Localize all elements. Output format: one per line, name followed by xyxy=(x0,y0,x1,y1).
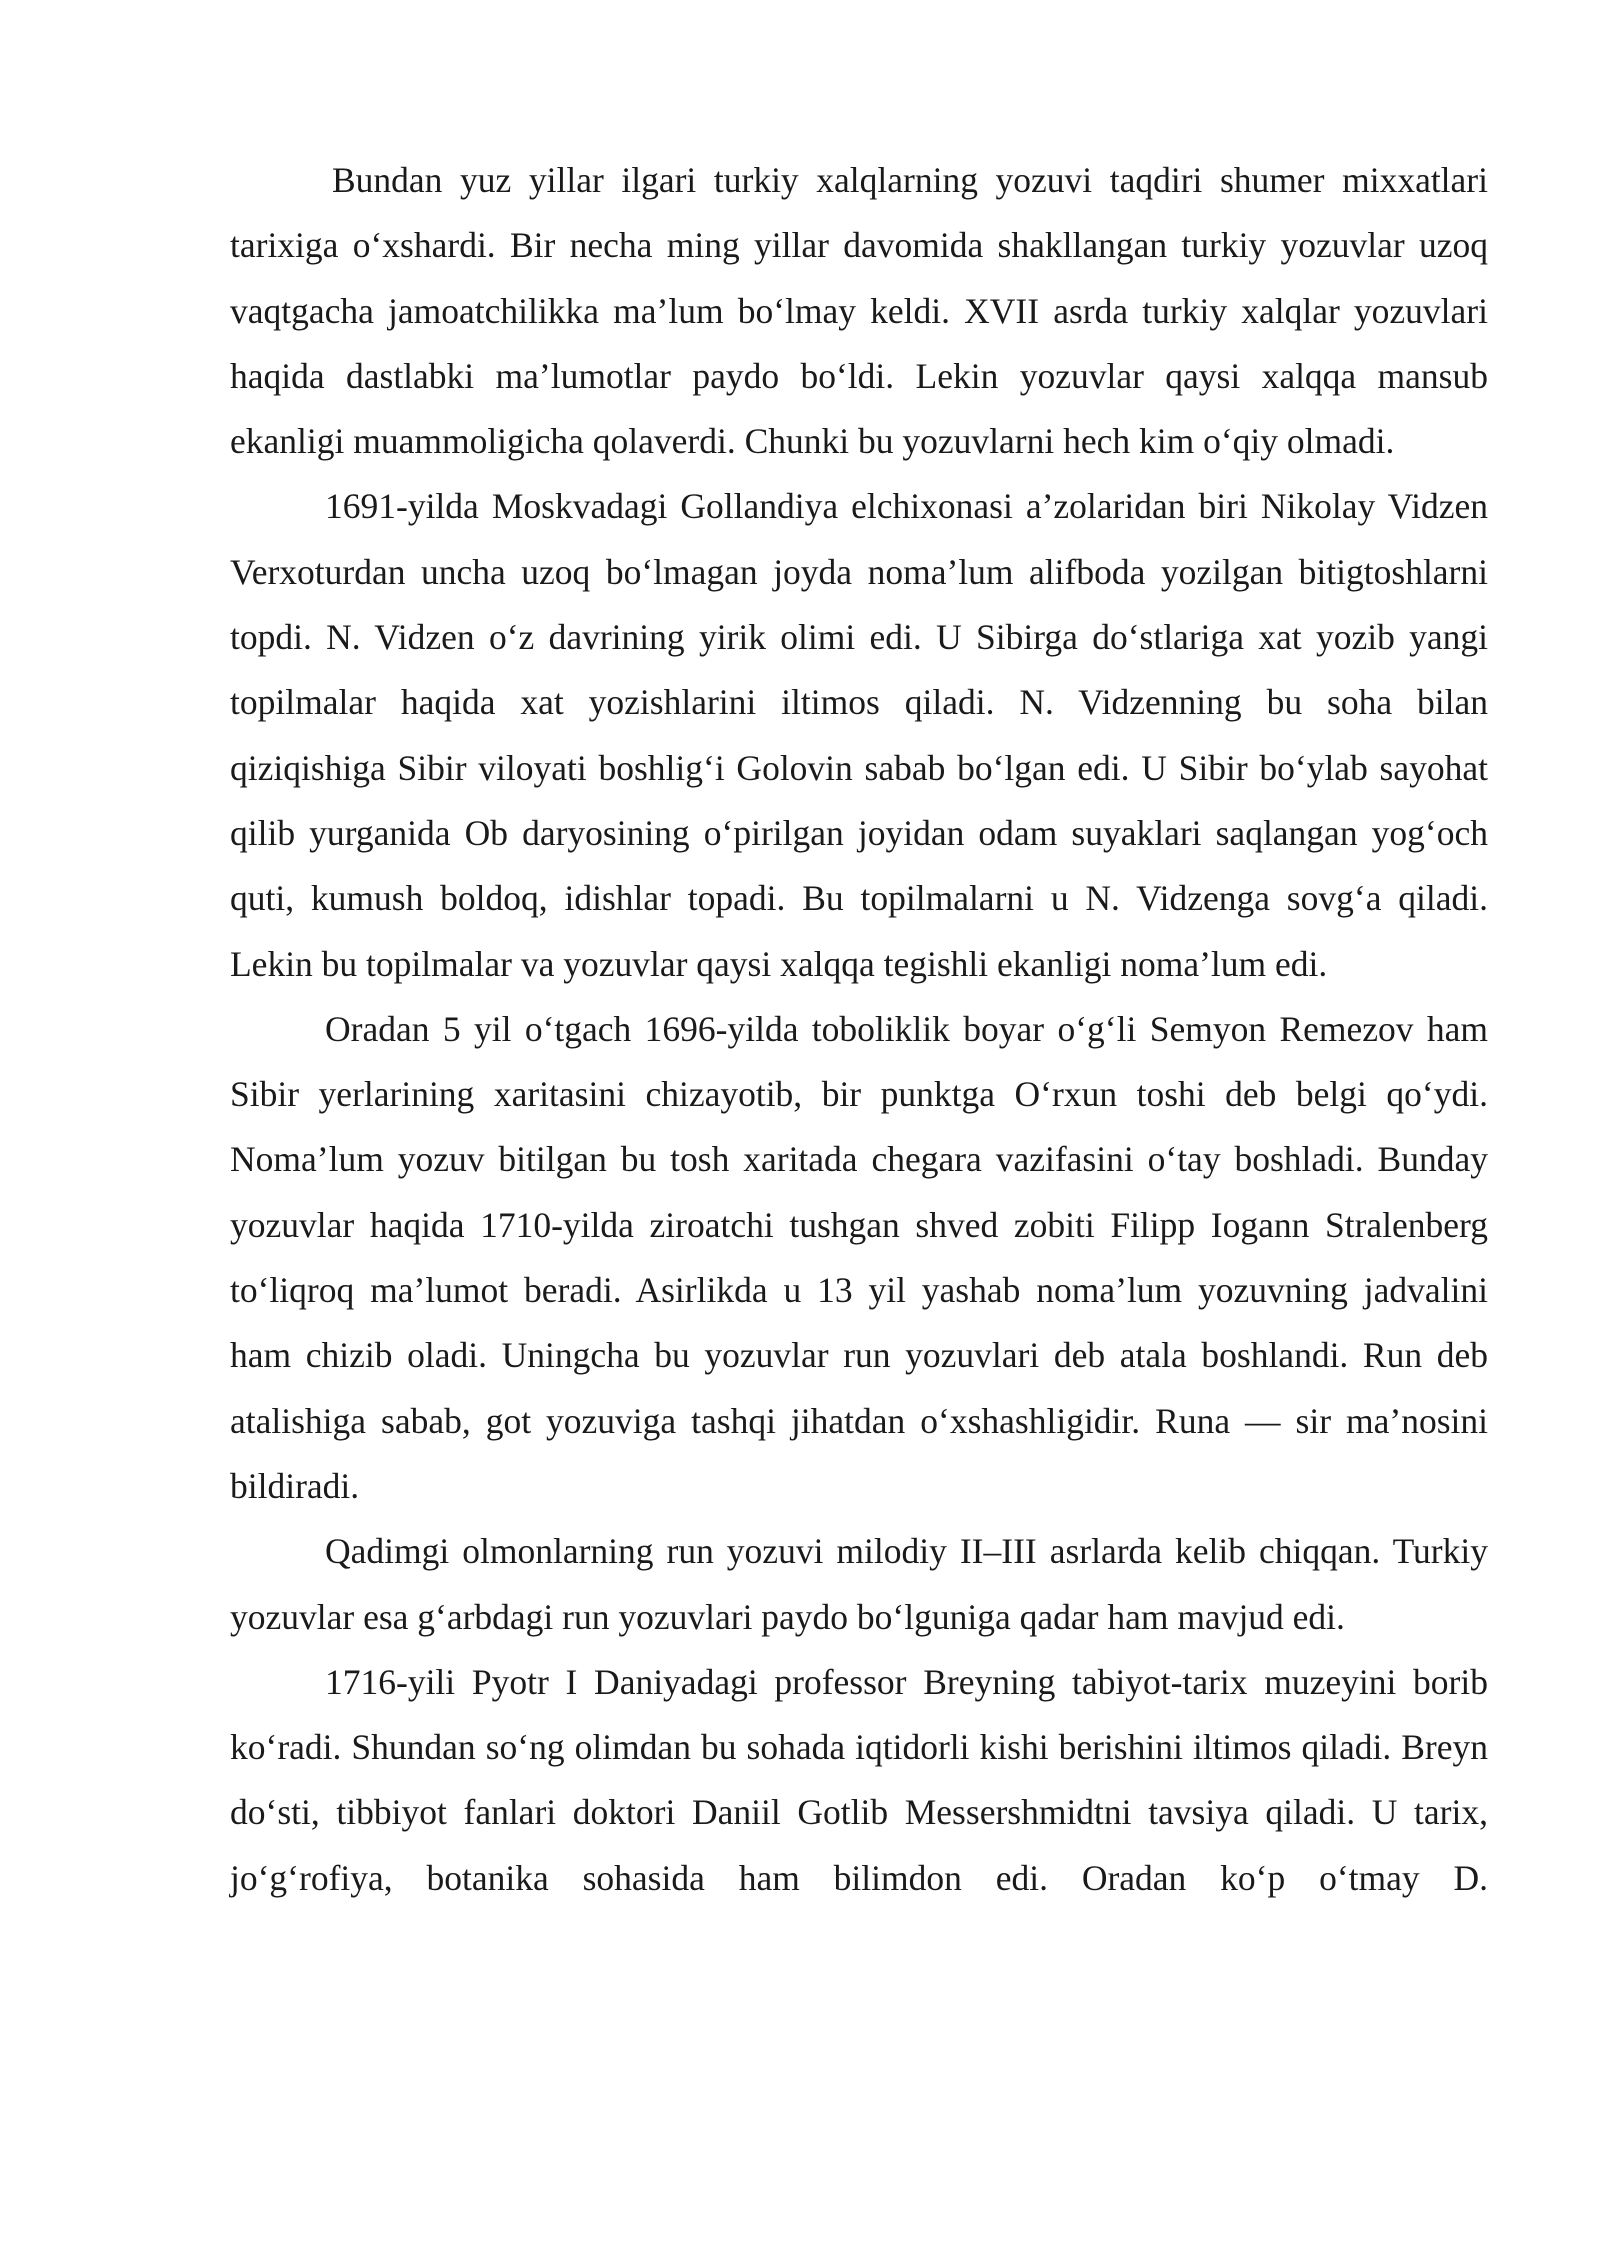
paragraph-5: 1716-yili Pyotr I Daniyadagi professor Breyning tabiyot-tarix muzeyini borib ko‘radi. Shundan so‘ng olimdan bu sohada iqtidorli kishi berishini iltimos qiladi. Breyn do‘sti, tibbiyot fanlari doktori Daniil Gotlib Messershmidtni tavsiya qiladi. U tarix, jo‘g‘rofiya, botanika sohasida ham bilimdon edi. Oradan ko‘p o‘tmay D. xyxy=(230,1661,1488,1898)
document-page xyxy=(230,148,1488,1911)
paragraph-3: Oradan 5 yil o‘tgach 1696-yilda toboliklik boyar o‘g‘li Semyon Remezov ham Sibir yerlarining xaritasini chizayotib, bir punktga O‘rxun toshi deb belgi qo‘ydi. Noma’lum yozuv bitilgan bu tosh xaritada chegara vazifasini o‘tay boshladi. Bunday yozuvlar haqida 1710-yilda ziroatchi tushgan shved zobiti Filipp Iogann Stralenberg to‘liqroq ma’lumot beradi. Asirlikda u 13 yil yashab noma’lum yozuvning jadvalini ham chizib oladi. Uningcha bu yozuvlar run yozuvlari deb atala boshlandi. Run deb atalishiga sabab, got yozuviga tashqi jihatdan o‘xshashligidir. Runa — sir ma’nosini bildiradi. xyxy=(230,1008,1488,1506)
paragraph-4: Qadimgi olmonlarning run yozuvi milodiy II–III asrlarda kelib chiqqan. Turkiy yozuvlar esa g‘arbdagi run yozuvlari paydo bo‘lguniga qadar ham mavjud edi. xyxy=(230,1531,1488,1637)
paragraph-2: 1691-yilda Moskvadagi Gollandiya elchixonasi a’zolaridan biri Nikolay Vidzen Verxoturdan uncha uzoq bo‘lmagan joyda noma’lum alifboda yozilgan bitigtoshlarni topdi. N. Vidzen o‘z davrining yirik olimi edi. U Sibirga do‘stlariga xat yozib yangi topilmalar haqida xat yozishlarini iltimos qiladi. N. Vidzenning bu soha bilan qiziqishiga Sibir viloyati boshlig‘i Golovin sabab bo‘lgan edi. U Sibir bo‘ylab sayohat qilib yurganida Ob daryosining o‘pirilgan joyidan odam suyaklari saqlangan yog‘och quti, kumush boldoq, idishlar topadi. Bu topilmalarni u N. Vidzenga sovg‘a qiladi. Lekin bu topilmalar va yozuvlar qaysi xalqqa tegishli ekanligi noma’lum edi. xyxy=(230,486,1488,984)
paragraph-1: Bundan yuz yillar ilgari turkiy xalqlarning yozuvi taqdiri shumer mixxatlari tarixiga o‘xshardi. Bir necha ming yillar davomida shakllangan turkiy yozuvlar uzoq vaqtgacha jamoatchilikka ma’lum bo‘lmay keldi. XVII asrda turkiy xalqlar yozuvlari haqida dastlabki ma’lumotlar paydo bo‘ldi. Lekin yozuvlar qaysi xalqqa mansub ekanligi muammoligicha qolaverdi. Chunki bu yozuvlarni hech kim o‘qiy olmadi. xyxy=(230,160,1488,462)
